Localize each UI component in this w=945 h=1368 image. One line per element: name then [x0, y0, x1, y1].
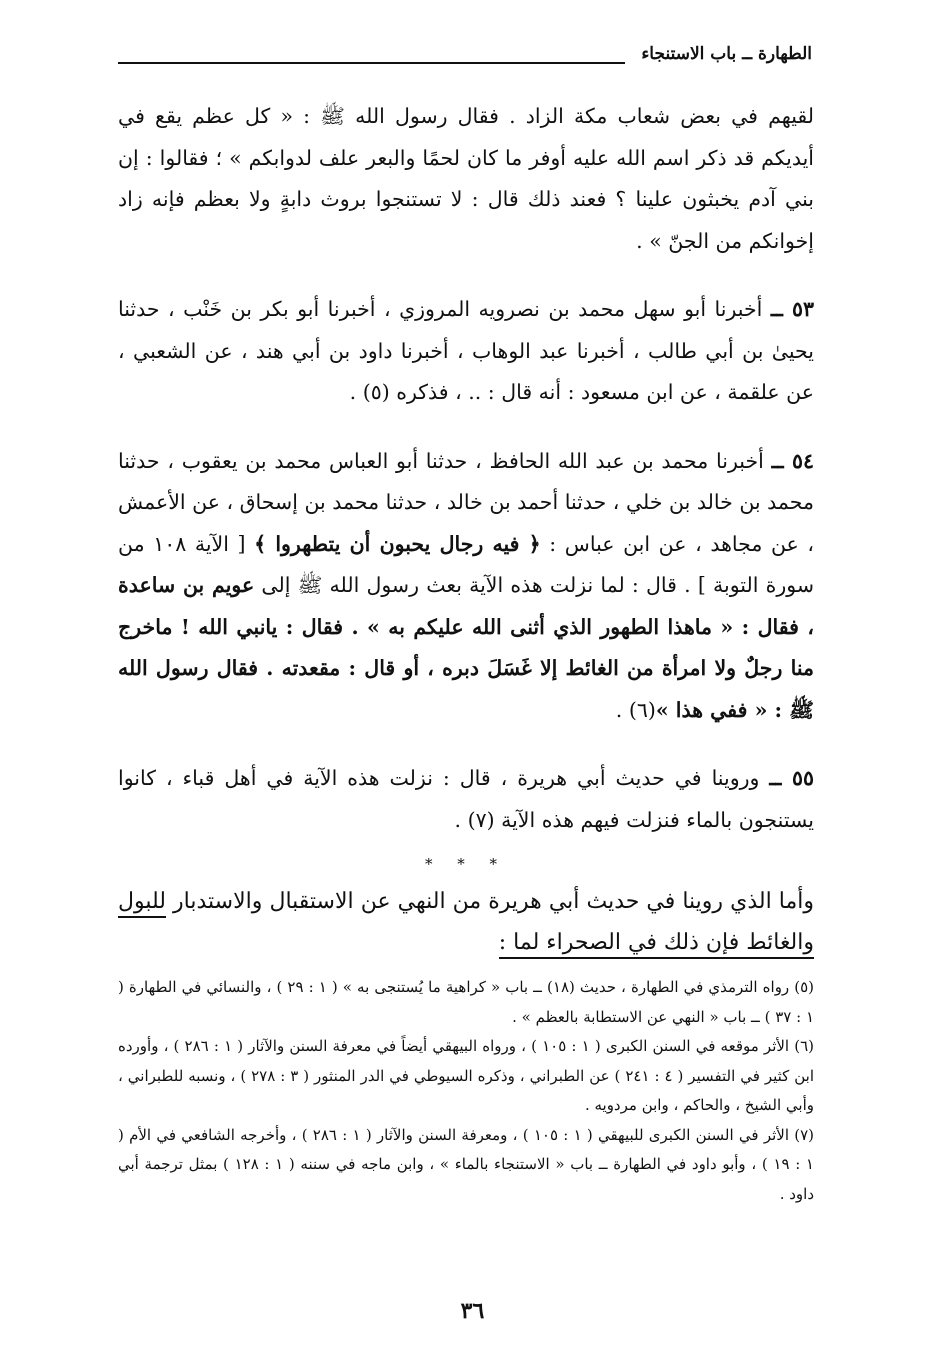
hadith-text: أخبرنا محمد بن عبد الله الحافظ ، حدثنا أبو العباس محمد بن يعقوب ، حدثنا محمد بن خالد بن خلي ، حدثنا أحمد بن خالد ، حدثنا محمد بن إسحاق ، عن الأعمش ، عن مجاهد ، عن ابن عباس :	[118, 448, 814, 556]
intro-text: وأما الذي روينا في حديث أبي هريرة من النهي عن الاستقبال والاستدبار	[165, 889, 814, 914]
footnote-6: (٦) الأثر موقعه في السنن الكبرى ( ١ : ١٠٥ ) ، ورواه البيهقي أيضاً في معرفة السنن والآثار ( ١ : ٢٨٦ ) ، وأورده ابن كثير في التفسير ( ٤ : ٢٤١ ) عن الطبراني ، وذكره السيوطي في الدر المنثور ( ٣ : ٢٧٨ ) ، ونسبه للطبراني ، وأبي الشيخ ، والحاكم ، وابن مردويه .	[118, 1037, 815, 1114]
hadith-55	[118, 758, 814, 841]
running-header	[118, 44, 812, 64]
footnote-5: (٥) رواه الترمذي في الطهارة ، حديث (١٨) ــ باب « كراهية ما يُستنجى به » ( ١ : ٢٩ ) ، والنسائي في الطهارة ( ١ : ٣٧ ) ــ باب « النهي عن الاستطابة بالعظم » .	[118, 978, 815, 1026]
hadith-54	[118, 441, 814, 732]
footnote-7: (٧) الأثر في السنن الكبرى للبيهقي ( ١ : ١٠٥ ) ، ومعرفة السنن والآثار ( ١ : ٢٨٦ ) ، وأخرجه الشافعي في الأم ( ١ : ١٩ ) ، وأبو داود في الطهارة ــ باب « الاستنجاء بالماء » ، وابن ماجه في سننه ( ١ : ١٢٨ ) بمثل ترجمة أبي داود .	[118, 1125, 815, 1203]
main-text	[118, 96, 814, 1209]
hadith-number: ٥٥ ــ	[769, 766, 814, 790]
section-separator: * * *	[424, 855, 508, 873]
hadith-text: أخبرنا أبو سهل محمد بن نصرويه المروزي ، أخبرنا أبو بكر بن خَنْب ، حدثنا يحيىٰ بن أبي طالب ، أخبرنا عبد الوهاب ، أخبرنا داود بن أبي هند ، عن الشعبي ، عن علقمة ، عن ابن مسعود : أنه قال : .. ، فذكره (٥) .	[118, 297, 814, 404]
intro-text-underlined: للبول والغائط فإن ذلك في الصحراء لما :	[118, 889, 814, 959]
hadith-quote: عويم بن ساعدة ، فقال : « ماهذا الطهور الذي أثنى الله عليكم به » . فقال : يانبي الله ! ماخرج منا رجلٌ ولا امرأة من الغائط إلا غَسَلَ دبره ، أو قال : مقعدته . فقال رسول الله ﷺ : « ففي هذا »	[118, 573, 814, 722]
section-intro	[118, 881, 814, 963]
quran-verse: ﴿ فيه رجال يحبون أن يتطهروا ﴾	[254, 531, 541, 556]
header-rule	[118, 62, 625, 64]
footnote-ref: (٦) .	[615, 697, 656, 722]
hadith-number: ٥٣ ــ	[770, 297, 814, 321]
hadith-text: وروينا في حديث أبي هريرة ، قال : نزلت هذه الآية في أهل قباء ، كانوا يستنجون بالماء فنزلت فيهم هذه الآية (٧) .	[118, 766, 814, 832]
running-title: الطهارة ــ باب الاستنجاء	[641, 44, 812, 64]
footnotes	[118, 973, 814, 1209]
hadith-number: ٥٤ ــ	[771, 448, 815, 473]
hadith-53	[118, 289, 814, 414]
continued-paragraph	[118, 96, 814, 262]
continued-text: لقيهم في بعض شعاب مكة الزاد . فقال رسول الله ﷺ : « كل عظم يقع في أيديكم قد ذكر اسم الله عليه أوفر ما كان لحمًا والبعر علف لدوابكم » ؛ فقالوا : إن بني آدم يخبثون علينا ؟ فعند ذلك قال : لا تستنجوا بروث دابةٍ ولا بعظم فإنه زاد إخوانكم من الجنّ » .	[118, 104, 814, 253]
verse-reference: [ الآية ١٠٨ من سورة التوبة ] . قال : لما نزلت هذه الآية بعث رسول الله ﷺ إلى	[118, 531, 814, 597]
page-number: ٣٦	[460, 1298, 485, 1324]
